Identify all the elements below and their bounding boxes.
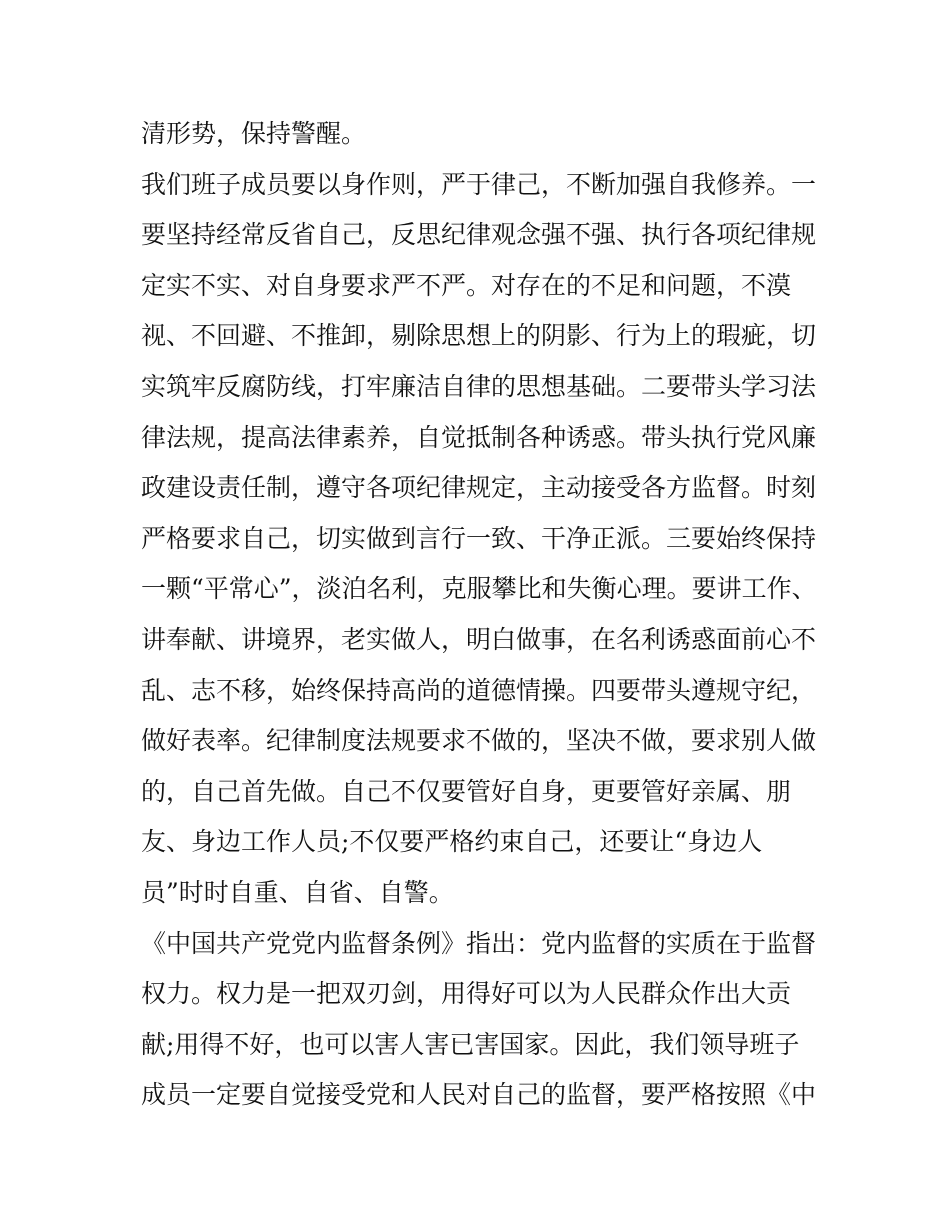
text-line: 权力。权力是一把双刃剑，用得好可以为人民群众作出大贡 bbox=[141, 979, 792, 1009]
text-line: 献;用得不好，也可以害人害已害国家。因此，我们领导班子 bbox=[141, 1029, 800, 1059]
text-line: 友、身边工作人员;不仅要严格约束自己，还要让“身边人 bbox=[141, 827, 763, 857]
text-line: 视、不回避、不推卸，剔除思想上的阴影、行为上的瑕疵，切 bbox=[141, 321, 817, 351]
text-line: 的，自己首先做。自己不仅要管好自身，更要管好亲属、朋 bbox=[141, 776, 792, 806]
text-line: 定实不实、对自身要求严不严。对存在的不足和问题，不漠 bbox=[141, 270, 792, 300]
text-line: 要坚持经常反省自己，反思纪律观念强不强、执行各项纪律规 bbox=[141, 220, 817, 250]
text-line: 一颗“平常心”，淡泊名利，克服攀比和失衡心理。要讲工作、 bbox=[141, 574, 817, 604]
text-line: 员”时时自重、自省、自警。 bbox=[141, 877, 454, 907]
body-text bbox=[141, 109, 821, 1121]
text-line: 做好表率。纪律制度法规要求不做的，坚决不做，要求别人做 bbox=[141, 726, 817, 756]
text-line: 乱、志不移，始终保持高尚的道德情操。四要带头遵规守纪， bbox=[141, 675, 817, 705]
text-line: 政建设责任制，遵守各项纪律规定，主动接受各方监督。时刻 bbox=[141, 473, 817, 503]
text-line: 成员一定要自觉接受党和人民对自己的监督，要严格按照《中 bbox=[141, 1080, 817, 1110]
text-line: 清形势，保持警醒。 bbox=[141, 119, 367, 148]
text-line: 律法规，提高法律素养，自觉抵制各种诱惑。带头执行党风廉 bbox=[141, 422, 817, 452]
text-line: 我们班子成员要以身作则，严于律己，不断加强自我修养。一 bbox=[141, 169, 817, 199]
text-line: 《中国共产党党内监督条例》指出：党内监督的实质在于监督 bbox=[141, 928, 817, 958]
text-line: 严格要求自己，切实做到言行一致、干净正派。三要始终保持 bbox=[141, 523, 817, 553]
text-line: 讲奉献、讲境界，老实做人，明白做事，在名利诱惑面前心不 bbox=[141, 624, 817, 654]
text-line: 实筑牢反腐防线，打牢廉洁自律的思想基础。二要带头学习法 bbox=[141, 371, 817, 401]
